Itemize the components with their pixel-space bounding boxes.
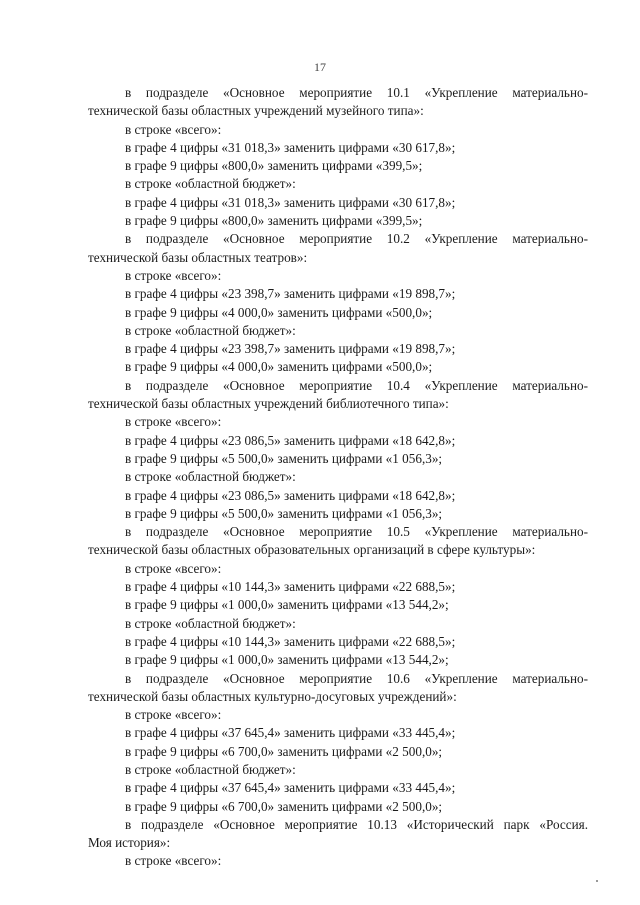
- text-line: в графе 4 цифры «31 018,3» заменить цифрами «30 617,8»;: [125, 194, 456, 210]
- text-line: в графе 9 цифры «4 000,0» заменить цифрами «500,0»;: [125, 359, 433, 375]
- text-line: в графе 4 цифры «10 144,3» заменить цифрами «22 688,5»;: [125, 579, 456, 595]
- text-line: в графе 9 цифры «1 000,0» заменить цифрами «13 544,2»;: [125, 652, 449, 668]
- text-line: в подразделе «Основное мероприятие 10.13 «Исторический парк «Россия.: [125, 816, 588, 832]
- text-line: в графе 9 цифры «5 500,0» заменить цифрами «1 056,3»;: [125, 505, 443, 521]
- text-line: технической базы областных учреждений музейного типа»:: [88, 103, 424, 119]
- text-line: в графе 9 цифры «1 000,0» заменить цифрами «13 544,2»;: [125, 597, 449, 613]
- text-line: в подразделе «Основное мероприятие 10.1 «Укрепление материально-: [125, 85, 588, 100]
- text-line: в подразделе «Основное мероприятие 10.4 «Укрепление материально-: [125, 377, 588, 393]
- text-line: в строке «всего»:: [125, 707, 222, 723]
- text-line: технической базы областных образовательных организаций в сфере культуры»:: [88, 542, 536, 558]
- text-line: в подразделе «Основное мероприятие 10.6 «Укрепление материально-: [125, 670, 588, 686]
- text-line: в графе 4 цифры «23 086,5» заменить цифрами «18 642,8»;: [125, 487, 456, 503]
- text-line: в графе 9 цифры «800,0» заменить цифрами «399,5»;: [125, 158, 423, 174]
- text-line: технической базы областных культурно-досуговых учреждений»:: [88, 688, 457, 704]
- text-line: в графе 4 цифры «31 018,3» заменить цифрами «30 617,8»;: [125, 139, 456, 155]
- text-line: в подразделе «Основное мероприятие 10.5 «Укрепление материально-: [125, 524, 588, 540]
- text-line: технической базы областных театров»:: [88, 249, 308, 265]
- text-line: в строке «областной бюджет»:: [125, 176, 296, 192]
- text-line: в строке «всего»:: [125, 414, 222, 430]
- text-line: Моя история»:: [88, 835, 171, 851]
- text-line: в графе 9 цифры «800,0» заменить цифрами «399,5»;: [125, 213, 423, 229]
- text-line: в графе 9 цифры «4 000,0» заменить цифрами «500,0»;: [125, 304, 433, 320]
- text-line: в графе 9 цифры «6 700,0» заменить цифрами «2 500,0»;: [125, 798, 443, 814]
- text-line: в строке «всего»:: [125, 853, 222, 869]
- text-line: в графе 9 цифры «5 500,0» заменить цифрами «1 056,3»;: [125, 450, 443, 466]
- text-line: в подразделе «Основное мероприятие 10.2 «Укрепление материально-: [125, 231, 588, 247]
- text-line: в строке «всего»:: [125, 560, 222, 576]
- text-line: в строке «областной бюджет»:: [125, 761, 296, 777]
- text-line: в графе 4 цифры «10 144,3» заменить цифрами «22 688,5»;: [125, 633, 456, 649]
- text-line: в строке «всего»:: [125, 121, 222, 137]
- text-line: технической базы областных учреждений библиотечного типа»:: [88, 396, 449, 412]
- text-line: в графе 4 цифры «23 398,7» заменить цифрами «19 898,7»;: [125, 341, 456, 357]
- text-line: в графе 4 цифры «37 645,4» заменить цифрами «33 445,4»;: [125, 725, 456, 741]
- text-line: в графе 4 цифры «23 398,7» заменить цифрами «19 898,7»;: [125, 286, 456, 302]
- text-line: в графе 4 цифры «37 645,4» заменить цифрами «33 445,4»;: [125, 780, 456, 796]
- text-line: в графе 9 цифры «6 700,0» заменить цифрами «2 500,0»;: [125, 743, 443, 759]
- text-line: в строке «областной бюджет»:: [125, 469, 296, 485]
- scan-speck: [596, 880, 598, 882]
- text-line: в строке «областной бюджет»:: [125, 615, 296, 631]
- page-number: 17: [314, 60, 326, 74]
- text-line: в строке «всего»:: [125, 267, 222, 283]
- text-line: в графе 4 цифры «23 086,5» заменить цифрами «18 642,8»;: [125, 432, 456, 448]
- text-line: в строке «областной бюджет»:: [125, 322, 296, 338]
- document-body: [88, 84, 588, 871]
